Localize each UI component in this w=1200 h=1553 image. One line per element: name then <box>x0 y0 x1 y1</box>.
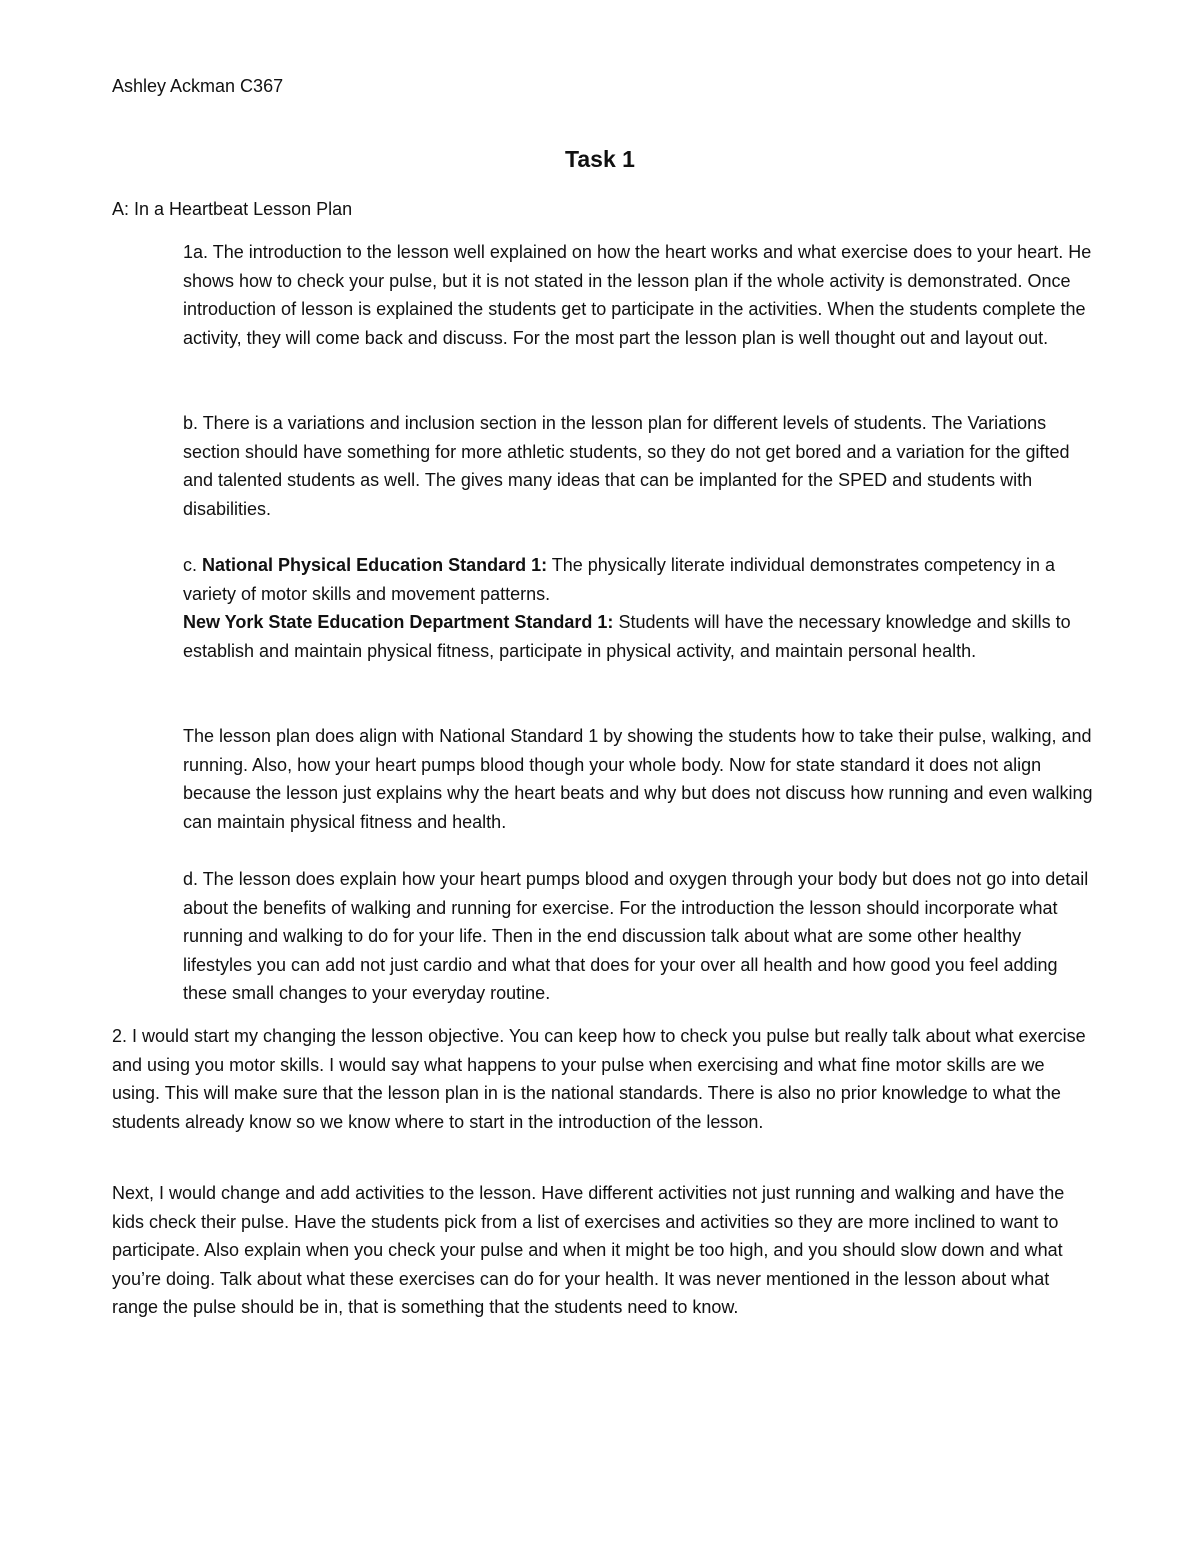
author-line: Ashley Ackman C367 <box>112 76 284 96</box>
paragraph-next: Next, I would change and add activities to the lesson. Have different activities not just running and walking and have the kids check their pulse. Have the students pick from a list of exercises and activities so they are more inclined to want to participate. Also explain when you check your pulse and when it might be too high, and you should slow down and what you’re doing. Talk about what these exercises can do for your health. It was never mentioned in the lesson about what range the pulse should be in, that is something that the students need to know. <box>112 1183 1065 1317</box>
page-title: Task 1 <box>565 146 635 172</box>
paragraph-1c <box>183 551 1093 608</box>
paragraph-1d: d. The lesson does explain how your heart pumps blood and oxygen through your body but does not go into detail about the benefits of walking and running for exercise. For the introduction the lesson should incorporate what running and walking to do for your life. Then in the end discussion talk about what are some other healthy lifestyles you can add not just cardio and what that does for your over all health and how good you feel adding these small changes to your everyday routine. <box>183 869 1089 1003</box>
paragraph-ny-standard <box>183 608 1093 665</box>
national-standard-label: National Physical Education Standard 1: <box>202 555 548 575</box>
national-standard-text: The physically literate individual demonstrates competency in a variety of motor skills and movement patterns. <box>183 555 1056 604</box>
paragraph-1a: 1a. The introduction to the lesson well explained on how the heart works and what exercise does to your heart. He shows how to check your pulse, but it is not stated in the lesson plan if the whole activity is demonstrated. Once introduction of lesson is explained the students get to participate in the activities. When the students complete the activity, they will come back and discuss. For the most part the lesson plan is well thought out and layout out. <box>183 242 1092 348</box>
ny-standard-text: Students will have the necessary knowledge and skills to establish and maintain physical fitness, participate in physical activity, and maintain personal health. <box>183 612 1071 661</box>
section-heading: A: In a Heartbeat Lesson Plan <box>112 199 353 219</box>
paragraph-1c-prefix: c. <box>183 555 203 575</box>
paragraph-alignment: The lesson plan does align with National Standard 1 by showing the students how to take their pulse, walking, and running. Also, how your heart pumps blood though your whole body. Now for state standard it does not align because the lesson just explains why the heart beats and why but does not discuss how running and even walking can maintain physical fitness and health. <box>183 726 1093 832</box>
paragraph-1b: b. There is a variations and inclusion section in the lesson plan for different levels of students. The Variations section should have something for more athletic students, so they do not get bored and a variation for the gifted and talented students as well. The gives many ideas that can be implanted for the SPED and students with disabilities. <box>183 413 1070 519</box>
ny-standard-label: New York State Education Department Standard 1: <box>183 612 614 632</box>
paragraph-2: 2. I would start my changing the lesson objective. You can keep how to check you pulse but really talk about what exercise and using you motor skills. I would say what happens to your pulse when exercising and what fine motor skills are we using. This will make sure that the lesson plan in is the national standards. There is also no prior knowledge to what the students already know so we know where to start in the introduction of the lesson. <box>112 1026 1086 1132</box>
